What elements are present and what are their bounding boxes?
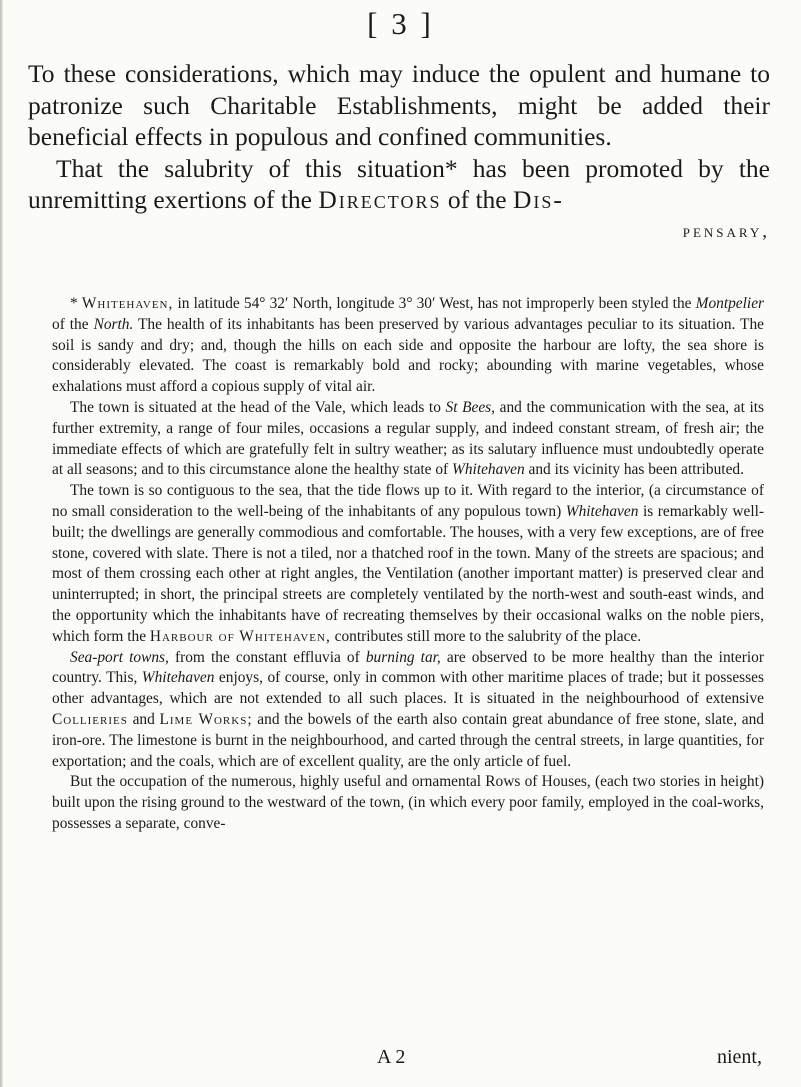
place-name-whitehaven-italic: Whitehaven xyxy=(452,461,525,479)
signature-mark: A 2 xyxy=(377,1046,406,1068)
dispensary-word-end: pensary, xyxy=(682,220,770,242)
dispensary-word-start: Dis- xyxy=(513,185,564,214)
page-footer xyxy=(52,1046,764,1076)
footnote-text: is remarkably well-built; the dwellings are generally commodious and comfortable. The houses, with a very few exceptions, are of free stone, covered with slate. There is not a tiled, nor a thatched roof in the town. Many of the streets are spacious; and most of them crossing each other at right angles, the Ventilation (another important matter) is preserved clear and uninterrupted; in short, the principal streets are completely ventilated by the north-west and south-east winds, and the opportunity which the inhabitants have of recreating themselves by their occasional walks on the noble piers, which form the xyxy=(52,502,764,645)
place-name-whitehaven-italic: Whitehaven xyxy=(141,669,215,687)
lime-works-word: Lime Works; xyxy=(159,710,253,728)
place-name-whitehaven: Whitehaven, xyxy=(81,295,174,312)
footnote-text: from the constant effluvia of xyxy=(168,648,366,666)
page-number: [ 3 ] xyxy=(367,6,434,41)
footnote-text: and the bowels of the earth also contain great abundance of free stone, slate, and iron-ore. The limestone is burnt in the neighbourhood, and carted through the central streets, in large quantities, for exportation; and the coals, which are of excellent quality, are the only article of fuel. xyxy=(52,710,764,770)
footnote-text: are observed to be more healthy than the interior country. This, xyxy=(52,648,764,687)
footnote-text: contributes still more to the salubrity of the place. xyxy=(330,627,642,645)
place-name-north: North. xyxy=(93,315,134,333)
footnote-text: The town is so contiguous to the sea, that the tide flows up to it. With regard to the interior, (a circumstance of no small consideration to the well-being of the inhabitants of any populous town) xyxy=(52,482,764,520)
footnote-paragraph-vale xyxy=(52,398,764,481)
footnote-text: and its vicinity has been attributed. xyxy=(524,461,744,479)
paragraph-considerations: To these considerations, which may induce the opulent and humane to patronize such Charitable Establishments, might be added their beneficial effects in populous and confined communities. xyxy=(28,59,770,151)
catchword: nient, xyxy=(717,1046,762,1068)
collieries-word: Collieries xyxy=(52,710,128,728)
footnote-text: and the communication with the sea, at its further extremity, a range of four miles, occasions a regular supply, and indeed constant stream, of fresh air; the immediate effects of which are gratefully felt in sultry weather; as its salutary influence must undoubtedly operate at all seasons; and to this circumstance alone the healthy state of xyxy=(52,398,764,479)
place-name-whitehaven-italic: Whitehaven xyxy=(565,502,639,520)
footnote-text: and xyxy=(127,710,160,728)
footnote-text: The town is situated at the head of the Vale, which leads to xyxy=(70,398,446,416)
footnote-paragraph-seaport xyxy=(52,648,764,773)
paragraph-salubrity xyxy=(28,153,770,216)
place-name-montpelier: Montpelier xyxy=(695,295,765,312)
burning-tar-phrase: burning tar, xyxy=(365,648,441,666)
harbour-of-whitehaven: Harbour of Whitehaven, xyxy=(149,627,331,645)
salubrity-text: That the salubrity of this situation* has been promoted by the unremitting exertions of the xyxy=(28,153,770,214)
footnote-text: enjoys, of course, only in common with other maritime places of trade; but it possesses other advantages, which are not extended to all such places. It is situated in the neighbourhood of extensive xyxy=(52,669,764,708)
footnote-paragraph-latitude xyxy=(52,294,764,398)
footnote-text: The health of its inhabitants has been preserved by various advantages peculiar to its situation. The soil is sandy and dry; and, though the hills on each side and opposite the harbour are lofty, the sea shore is considerably elevated. The coast is remarkably bold and rocky; abounding with marine vegetables, whose exhalations must afford a copious supply of vital air. xyxy=(52,315,764,396)
footnote-paragraph-interior xyxy=(52,481,764,647)
footnote-paragraph-rows: But the occupation of the numerous, highly useful and ornamental Rows of Houses, (each two stories in height) built upon the rising ground to the westward of the town, (in which every poor family, employed in the coal-works, possesses a separate, conve- xyxy=(52,773,764,832)
directors-word: Directors xyxy=(318,185,442,214)
place-name-st-bees: St Bees, xyxy=(445,398,496,416)
footnote xyxy=(52,294,764,835)
main-text xyxy=(28,58,770,247)
seaport-towns-phrase: Sea-port towns, xyxy=(70,648,169,666)
footnote-marker: * xyxy=(70,295,82,312)
salubrity-text-mid: of the xyxy=(441,185,513,214)
binding-edge xyxy=(0,0,3,1087)
footnote-text: in latitude 54° 32′ North, longitude 3° 30′ West, has not improperly been styled the xyxy=(173,295,696,312)
footnote-text: of the xyxy=(52,315,94,333)
